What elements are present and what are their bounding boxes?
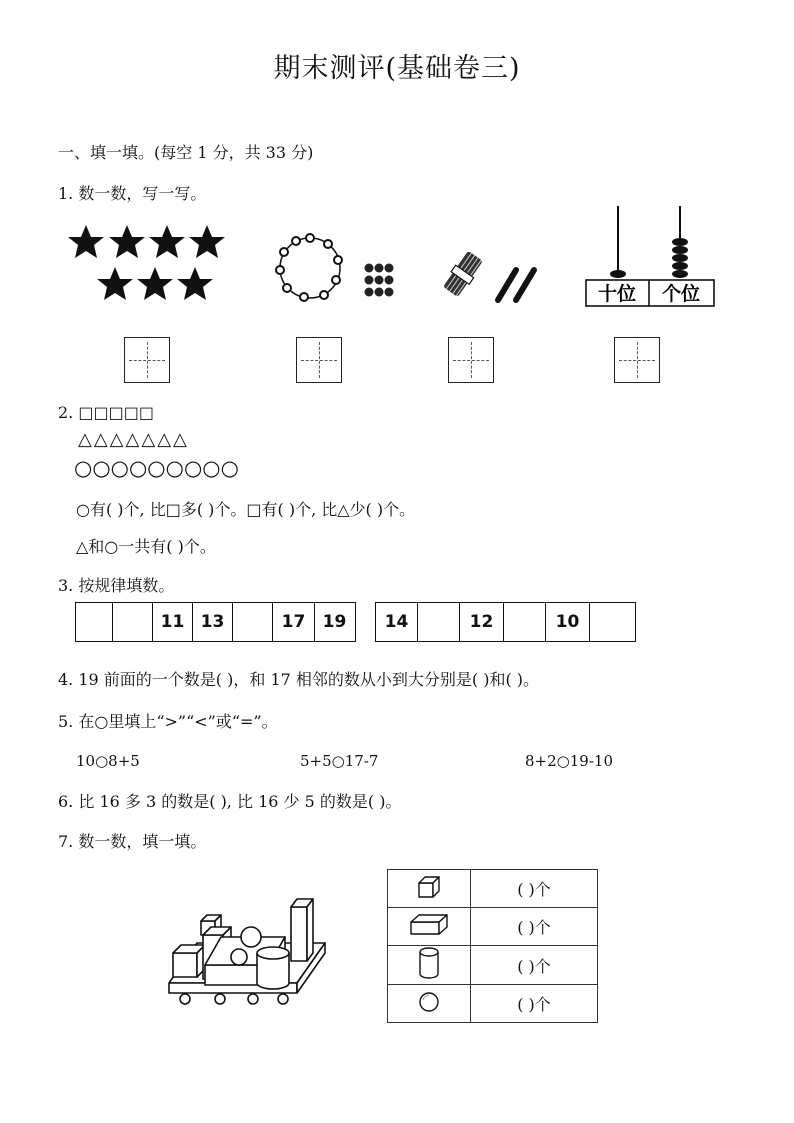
section-1-heading: 一、填一填。(每空 1 分，共 33 分) <box>58 143 314 162</box>
sphere-count-blank[interactable]: ( )个 <box>471 985 598 1023</box>
sequence-1-cell: 13 <box>193 603 233 641</box>
cylinder-count-blank[interactable]: ( )个 <box>471 946 598 985</box>
sphere-cell <box>388 985 471 1023</box>
table-row <box>388 985 598 1023</box>
question-2-line-2: △和○一共有( )个。 <box>76 537 216 556</box>
table-row <box>388 946 598 985</box>
sequence-1-cell: 19 <box>322 612 347 632</box>
stars-illustration <box>62 220 232 310</box>
abacus-illustration <box>584 204 716 309</box>
question-3-label: 3. 按规律填数。 <box>58 576 175 595</box>
question-2-line-1: ○有( )个, 比□多( )个。□有( )个, 比△少( )个。 <box>76 500 416 519</box>
cylinder-icon <box>417 946 441 980</box>
question-2-squares <box>58 403 154 422</box>
sequence-2-cell: 14 <box>376 603 418 641</box>
compare-item-3: 8+2○19-10 <box>525 752 613 770</box>
table-row <box>388 870 598 908</box>
ones-label: 个位 <box>661 283 701 305</box>
tens-label: 十位 <box>597 283 637 305</box>
cylinder-cell <box>388 946 471 985</box>
cube-count-blank[interactable]: ( )个 <box>471 870 598 908</box>
answer-grid-abacus[interactable] <box>614 337 660 383</box>
question-1-label: 1. 数一数，写一写。 <box>58 184 207 203</box>
sequence-1-cell[interactable] <box>233 603 273 641</box>
cuboid-cell <box>388 908 471 946</box>
sequence-2 <box>375 602 636 642</box>
sequence-1-cell[interactable] <box>113 603 153 641</box>
sequence-2-cell[interactable] <box>590 603 634 641</box>
sequence-1-cell: 17 <box>273 603 315 641</box>
shape-count-table <box>387 869 598 1023</box>
sticks-illustration <box>436 235 546 310</box>
cube-cell <box>388 870 471 908</box>
compare-item-2: 5+5○17-7 <box>300 752 379 770</box>
sequence-2-cell: 10 <box>546 603 590 641</box>
table-row <box>388 908 598 946</box>
sequence-1 <box>75 602 356 642</box>
compare-item-1: 10○8+5 <box>76 752 140 770</box>
single-stick-icon <box>498 270 534 300</box>
cuboid-count-blank[interactable]: ( )个 <box>471 908 598 946</box>
triangles-row: △△△△△△△ <box>78 429 189 450</box>
sequence-1-cell: 11 <box>153 603 193 641</box>
cuboid-icon <box>409 912 449 938</box>
question-6: 6. 比 16 多 3 的数是( ), 比 16 少 5 的数是( )。 <box>58 792 402 811</box>
question-5-label: 5. 在○里填上“>”“<”或“=”。 <box>58 712 278 731</box>
page-title: 期末测评(基础卷三) <box>273 53 521 84</box>
answer-grid-beads[interactable] <box>296 337 342 383</box>
cube-icon <box>416 875 442 899</box>
sequence-2-cell[interactable] <box>504 603 546 641</box>
answer-grid-sticks[interactable] <box>448 337 494 383</box>
circles-row: ○○○○○○○○○ <box>74 456 239 480</box>
question-4: 4. 19 前面的一个数是( )，和 17 相邻的数从小到大分别是( )和( )。 <box>58 670 540 689</box>
sequence-1-cell[interactable] <box>76 603 113 641</box>
sequence-2-cell: 12 <box>460 603 504 641</box>
sphere-icon <box>417 990 441 1014</box>
answer-grid-stars[interactable] <box>124 337 170 383</box>
sequence-2-cell[interactable] <box>418 603 460 641</box>
squares-row: 2. □□□□□ <box>58 403 154 422</box>
block-structure-illustration <box>165 895 330 1010</box>
question-7-label: 7. 数一数，填一填。 <box>58 832 207 851</box>
beads-illustration <box>272 230 402 310</box>
star-icon-group <box>68 225 225 300</box>
stick-bundle-icon <box>441 250 484 299</box>
